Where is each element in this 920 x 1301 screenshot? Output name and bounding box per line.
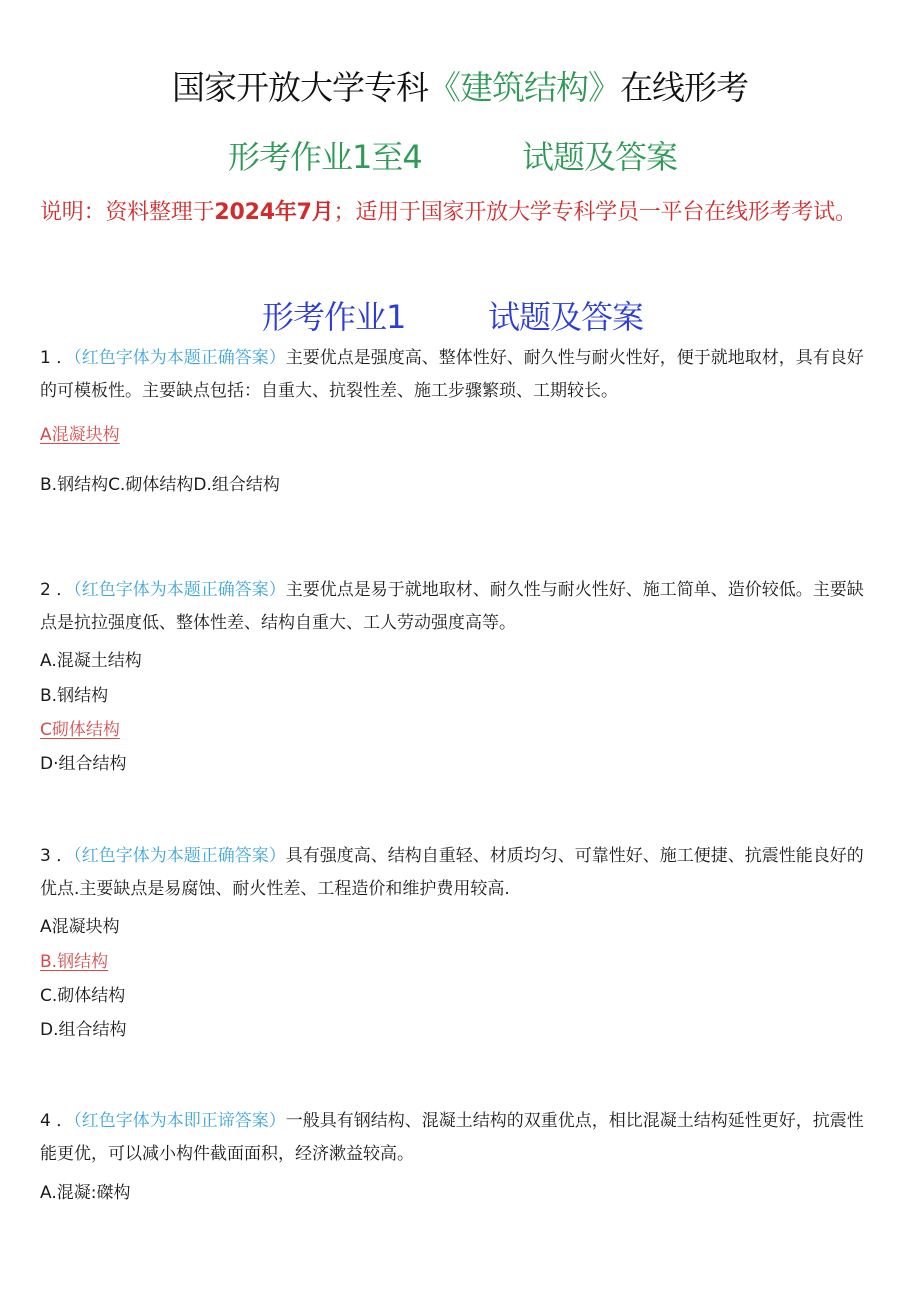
question-3 xyxy=(40,840,875,906)
option-d: D·组合结构 xyxy=(40,754,127,774)
option-line: B.钢结构C.砌体结构D.组合结构 xyxy=(40,475,280,495)
note-part1: 说明：资料整理于 xyxy=(40,200,215,225)
question-1 xyxy=(40,342,875,408)
option-a: A.混凝:磔构 xyxy=(40,1183,131,1203)
question-4 xyxy=(40,1105,875,1171)
question-text: 一般具有钢结构、混凝土结构的双重优点，相比混凝土结构延性更好，抗震性能更优，可以减小构件截面面积，经济漱益较高。 xyxy=(40,1111,864,1164)
question-number: 4 ． xyxy=(40,1111,74,1131)
option-correct: A混凝块构 xyxy=(40,425,120,445)
option-d: D.组合结构 xyxy=(40,1020,127,1040)
question-2 xyxy=(40,574,875,640)
title-suffix: 在线形考 xyxy=(620,68,748,107)
option-b-correct: B.钢结构 xyxy=(40,952,109,972)
option-a: A.混凝土结构 xyxy=(40,651,142,671)
question-number: 3 ． xyxy=(40,846,74,866)
description-note xyxy=(40,192,870,234)
answer-hint: （红色字体为本题正确答案） xyxy=(73,580,286,600)
answer-hint: （红色字体为本题正确答案） xyxy=(73,348,286,368)
note-part2: ；适用于国家开放大学专科学员一平台在线形考考试。 xyxy=(333,200,857,225)
question-number: 2 ． xyxy=(40,580,74,600)
option-b: B.钢结构 xyxy=(40,686,109,706)
answer-hint: （红色字体为本即正谛答案） xyxy=(73,1111,286,1131)
question-number: 1 ． xyxy=(40,348,74,368)
note-date: 2024年7月 xyxy=(214,200,334,225)
subtitle-left: 形考作业1至4 xyxy=(228,138,422,176)
option-a: A混凝块构 xyxy=(40,917,120,937)
document-title xyxy=(0,62,920,109)
title-course: 《建筑结构》 xyxy=(428,68,620,107)
section-title-left: 形考作业1 xyxy=(262,298,406,336)
question-text: 具有强度高、结构自重轻、材质均匀、可靠性好、施工便捷、抗震性能良好的优点.主要缺点是易腐蚀、耐火性差、工程造价和维护费用较高. xyxy=(40,846,864,899)
title-prefix: 国家开放大学专科 xyxy=(172,68,428,107)
question-text: 主要优点是易于就地取材、耐久性与耐火性好、施工简单、造价较低。主要缺点是抗拉强度低、整体性差、结构自重大、工人劳动强度高等。 xyxy=(40,580,864,633)
question-text: 主要优点是强度高、整体性好、耐久性与耐火性好，便于就地取材，具有良好的可模板性。主要缺点包括：自重大、抗裂性差、施工步骤繁琐、工期较长。 xyxy=(40,348,864,401)
answer-hint: （红色字体为本题正确答案） xyxy=(73,846,286,866)
subtitle-right: 试题及答案 xyxy=(522,138,678,176)
option-c-correct: C砌体结构 xyxy=(40,720,120,740)
section-title-right: 试题及答案 xyxy=(488,298,644,336)
option-c: C.砌体结构 xyxy=(40,986,126,1006)
